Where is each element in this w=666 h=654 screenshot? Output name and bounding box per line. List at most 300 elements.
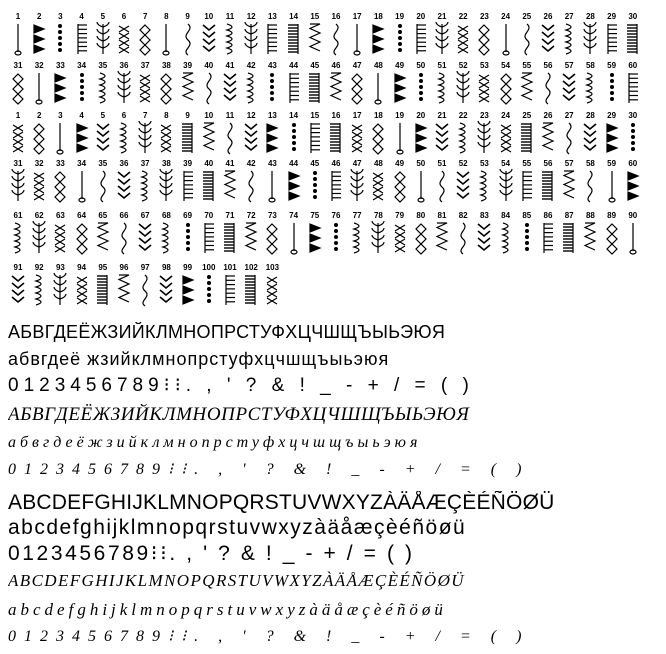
stitch-pattern-icon [71, 273, 93, 309]
stitch-pattern-icon [452, 71, 474, 107]
stitch-number: 25 [522, 111, 532, 120]
stitch-pattern-icon [261, 169, 283, 205]
stitch-number: 25 [522, 12, 532, 21]
stitch-number: 6 [121, 111, 127, 120]
stitch-pattern-icon [389, 169, 411, 205]
stitch-number: 41 [225, 159, 235, 168]
stitch-pattern-icon [240, 169, 262, 205]
stitch-number: 55 [522, 159, 532, 168]
stitch-pattern-icon [389, 221, 411, 257]
stitch-number: 15 [310, 12, 320, 21]
stitch-pattern-icon [7, 71, 29, 107]
stitch-pattern-icon [71, 169, 93, 205]
stitch-number: 37 [140, 61, 150, 70]
stitch-number: 20 [416, 12, 426, 21]
stitch-pattern-icon [325, 121, 347, 157]
stitch-pattern-icon [155, 22, 177, 58]
stitch-pattern-icon [495, 121, 517, 157]
stitch-pattern-icon [579, 169, 601, 205]
stitch-pattern-icon [516, 22, 538, 58]
stitch-number: 88 [585, 211, 595, 220]
stitch-pattern-icon [155, 273, 177, 309]
latin-sans-uppercase-alphabet: ABCDEFGHIJKLMNOPQRSTUVWXYZÀÄÅÆÇÈÉÑÖØÜ [8, 491, 555, 514]
stitch-pattern-icon [622, 71, 644, 107]
stitch-pattern-icon [579, 22, 601, 58]
stitch-number: 44 [289, 159, 299, 168]
stitch-pattern-icon [92, 121, 114, 157]
stitch-number: 7 [142, 12, 148, 21]
cyrillic-sans-uppercase-alphabet: АБВГДЕЁЖЗИЙКЛМНОПРСТУФХЦЧШЩЪЫЬЭЮЯ [8, 322, 446, 342]
stitch-pattern-icon [601, 221, 623, 257]
stitch-pattern-icon [495, 221, 517, 257]
stitch-number: 4 [79, 12, 84, 21]
stitch-pattern-icon [283, 71, 305, 107]
stitch-number: 15 [310, 111, 320, 120]
stitch-pattern-icon [495, 169, 517, 205]
stitch-pattern-icon [49, 71, 71, 107]
stitch-number: 102 [244, 263, 258, 272]
stitch-number: 14 [289, 12, 299, 21]
stitch-number: 6 [121, 12, 127, 21]
stitch-number: 23 [479, 12, 489, 21]
stitch-pattern-icon [28, 169, 50, 205]
stitch-number: 71 [225, 211, 235, 220]
stitch-pattern-icon [452, 221, 474, 257]
stitch-pattern-icon [49, 169, 71, 205]
stitch-number: 30 [628, 111, 638, 120]
stitch-number: 77 [352, 211, 362, 220]
stitch-number: 92 [34, 263, 44, 272]
stitch-number: 68 [161, 211, 171, 220]
stitch-pattern-icon [219, 121, 241, 157]
latin-script-lowercase-alphabet: abcdefghijklmnopqrstuvwxyzàäåæçèéñöøü [8, 600, 447, 619]
stitch-pattern-icon [155, 121, 177, 157]
stitch-pattern-icon [113, 22, 135, 58]
stitch-pattern-icon [558, 169, 580, 205]
stitch-number: 27 [564, 12, 574, 21]
stitch-number: 36 [119, 159, 129, 168]
stitch-number: 79 [395, 211, 405, 220]
stitch-number: 24 [501, 12, 511, 21]
stitch-number: 2 [36, 12, 42, 21]
stitch-pattern-icon [28, 273, 50, 309]
stitch-number: 47 [352, 159, 362, 168]
stitch-pattern-icon [367, 22, 389, 58]
stitch-number: 57 [564, 159, 574, 168]
stitch-number: 45 [310, 159, 320, 168]
stitch-number: 17 [352, 111, 362, 120]
stitch-pattern-icon [261, 121, 283, 157]
stitch-pattern-icon [325, 71, 347, 107]
stitch-number: 51 [437, 61, 447, 70]
stitch-pattern-icon [198, 22, 220, 58]
stitch-number: 87 [564, 211, 574, 220]
stitch-number: 16 [331, 12, 341, 21]
stitch-pattern-icon [325, 169, 347, 205]
stitch-number: 54 [501, 159, 511, 168]
stitch-number: 46 [331, 159, 341, 168]
stitch-number: 54 [501, 61, 511, 70]
stitch-number: 31 [13, 159, 23, 168]
stitch-number: 29 [607, 111, 617, 120]
stitch-number: 81 [437, 211, 447, 220]
stitch-number: 29 [607, 12, 617, 21]
stitch-number: 19 [395, 12, 405, 21]
stitch-number: 76 [331, 211, 341, 220]
stitch-pattern-icon [516, 71, 538, 107]
stitch-pattern-icon [7, 22, 29, 58]
stitch-number: 60 [628, 159, 638, 168]
stitch-pattern-icon [177, 121, 199, 157]
stitch-pattern-icon [283, 121, 305, 157]
stitch-number: 35 [98, 159, 108, 168]
stitch-pattern-icon [240, 273, 262, 309]
stitch-number: 23 [479, 111, 489, 120]
stitch-pattern-icon [113, 71, 135, 107]
stitch-pattern-icon [177, 22, 199, 58]
stitch-pattern-icon [198, 221, 220, 257]
stitch-pattern-icon [92, 169, 114, 205]
stitch-pattern-icon [134, 169, 156, 205]
stitch-pattern-icon [155, 169, 177, 205]
stitch-number: 18 [373, 12, 383, 21]
stitch-number: 94 [77, 263, 87, 272]
stitch-number: 63 [55, 211, 65, 220]
stitch-number: 38 [161, 159, 171, 168]
stitch-pattern-icon [198, 121, 220, 157]
stitch-pattern-icon [431, 121, 453, 157]
stitch-number: 65 [98, 211, 108, 220]
stitch-number: 12 [246, 111, 256, 120]
stitch-pattern-icon [473, 22, 495, 58]
stitch-number: 44 [289, 61, 299, 70]
stitch-number: 58 [585, 61, 595, 70]
stitch-pattern-icon [134, 121, 156, 157]
stitch-number: 46 [331, 61, 341, 70]
stitch-pattern-icon [177, 169, 199, 205]
stitch-pattern-icon [261, 22, 283, 58]
stitch-number: 26 [543, 111, 553, 120]
stitch-number: 13 [267, 12, 277, 21]
stitch-number: 1 [15, 111, 21, 120]
stitch-number: 67 [140, 211, 150, 220]
stitch-pattern-icon [473, 71, 495, 107]
stitch-pattern-icon [516, 221, 538, 257]
stitch-pattern-icon [71, 71, 93, 107]
stitch-pattern-icon [346, 221, 368, 257]
stitch-pattern-icon [622, 22, 644, 58]
stitch-pattern-icon [367, 71, 389, 107]
stitch-number: 19 [395, 111, 405, 120]
stitch-pattern-icon [516, 121, 538, 157]
stitch-number: 20 [416, 111, 426, 120]
stitch-number: 22 [458, 12, 468, 21]
latin-sans-lowercase-alphabet: abcdefghijklmnopqrstuvwxyzàäåæçèéñöøü [8, 516, 467, 539]
stitch-pattern-icon [410, 169, 432, 205]
cyrillic-script-uppercase-alphabet: АБВГДЕЁЖЗИЙКЛМНОПРСТУФХЦЧШЩЪЫЬЭЮЯ [8, 404, 470, 425]
stitch-pattern-icon [325, 221, 347, 257]
stitch-pattern-icon [410, 221, 432, 257]
stitch-pattern-icon [367, 221, 389, 257]
stitch-pattern-icon [452, 121, 474, 157]
stitch-pattern-icon [219, 169, 241, 205]
stitch-pattern-icon [325, 22, 347, 58]
stitch-pattern-icon [558, 121, 580, 157]
latin-script-digits-symbols: 0123456789⁝⁝. , ' ? & ! _ - + / = ( ) [8, 628, 530, 645]
stitch-number: 48 [373, 61, 383, 70]
latin-sans-digits-symbols: 0123456789⁝⁝. , ' ? & ! _ - + / = ( ) [8, 542, 415, 565]
stitch-pattern-icon [92, 221, 114, 257]
stitch-number: 61 [13, 211, 23, 220]
stitch-number: 85 [522, 211, 532, 220]
stitch-pattern-icon [219, 273, 241, 309]
stitch-number: 89 [607, 211, 617, 220]
stitch-number: 30 [628, 12, 638, 21]
stitch-number: 31 [13, 61, 23, 70]
stitch-number: 40 [204, 61, 214, 70]
stitch-number: 11 [225, 12, 235, 21]
stitch-number: 5 [100, 111, 106, 120]
stitch-pattern-icon [346, 22, 368, 58]
stitch-pattern-icon [7, 273, 29, 309]
stitch-pattern-icon [28, 71, 50, 107]
stitch-number: 60 [628, 61, 638, 70]
stitch-pattern-chart [0, 0, 666, 300]
stitch-pattern-icon [601, 121, 623, 157]
stitch-pattern-icon [283, 22, 305, 58]
stitch-pattern-icon [240, 71, 262, 107]
stitch-number: 4 [79, 111, 84, 120]
stitch-number: 22 [458, 111, 468, 120]
cyrillic-sans-lowercase-alphabet: абвгдеё жзийклмнопрстуфхцчшщъыьэюя [8, 349, 390, 369]
stitch-pattern-icon [240, 221, 262, 257]
stitch-number: 42 [246, 61, 256, 70]
stitch-pattern-icon [92, 22, 114, 58]
stitch-pattern-icon [346, 121, 368, 157]
stitch-number: 26 [543, 12, 553, 21]
stitch-pattern-icon [431, 221, 453, 257]
stitch-pattern-icon [177, 273, 199, 309]
latin-script-uppercase-alphabet: ABCDEFGHIJKLMNOPQRSTUVWXYZÀÄÅÆÇÈÉÑÖØÜ [8, 571, 465, 590]
stitch-number: 43 [267, 61, 277, 70]
stitch-pattern-icon [537, 121, 559, 157]
stitch-pattern-icon [516, 169, 538, 205]
stitch-number: 45 [310, 61, 320, 70]
stitch-pattern-icon [113, 121, 135, 157]
stitch-pattern-icon [49, 273, 71, 309]
stitch-pattern-icon [367, 169, 389, 205]
stitch-number: 53 [479, 159, 489, 168]
stitch-number: 34 [77, 61, 87, 70]
stitch-number: 103 [265, 263, 280, 272]
stitch-pattern-icon [346, 71, 368, 107]
stitch-pattern-icon [219, 71, 241, 107]
stitch-number: 50 [416, 61, 426, 70]
stitch-pattern-icon [155, 221, 177, 257]
stitch-pattern-icon [558, 71, 580, 107]
stitch-pattern-icon [7, 221, 29, 257]
stitch-pattern-icon [601, 169, 623, 205]
stitch-number: 9 [185, 111, 190, 120]
stitch-number: 99 [183, 263, 193, 272]
stitch-pattern-icon [71, 221, 93, 257]
stitch-number: 38 [161, 61, 171, 70]
stitch-pattern-icon [49, 22, 71, 58]
stitch-number: 55 [522, 61, 532, 70]
stitch-number: 16 [331, 111, 341, 120]
stitch-pattern-icon [240, 121, 262, 157]
stitch-pattern-icon [389, 22, 411, 58]
stitch-pattern-icon [452, 22, 474, 58]
stitch-number: 56 [543, 159, 553, 168]
stitch-number: 59 [607, 61, 617, 70]
stitch-pattern-icon [537, 22, 559, 58]
stitch-pattern-icon [7, 121, 29, 157]
stitch-pattern-icon [367, 121, 389, 157]
stitch-number: 47 [352, 61, 362, 70]
stitch-pattern-icon [92, 273, 114, 309]
stitch-number: 78 [373, 211, 383, 220]
stitch-number: 14 [289, 111, 299, 120]
cyrillic-script-digits-symbols: 0123456789⁝⁝. , ' ? & ! _ - + / = ( ) [8, 461, 530, 478]
stitch-pattern-icon [177, 221, 199, 257]
stitch-number: 34 [77, 159, 87, 168]
stitch-pattern-icon [49, 121, 71, 157]
stitch-pattern-icon [389, 71, 411, 107]
stitch-number: 49 [395, 61, 405, 70]
stitch-number: 75 [310, 211, 320, 220]
stitch-number: 12 [246, 12, 256, 21]
stitch-pattern-icon [304, 71, 326, 107]
stitch-pattern-icon [261, 221, 283, 257]
stitch-number: 93 [55, 263, 65, 272]
stitch-pattern-icon [622, 169, 644, 205]
stitch-pattern-icon [473, 121, 495, 157]
stitch-number: 3 [58, 12, 63, 21]
stitch-number: 3 [58, 111, 63, 120]
stitch-number: 53 [479, 61, 489, 70]
stitch-number: 32 [34, 61, 44, 70]
stitch-number: 11 [225, 111, 235, 120]
stitch-number: 50 [416, 159, 426, 168]
stitch-number: 64 [77, 211, 87, 220]
stitch-pattern-icon [389, 121, 411, 157]
stitch-pattern-icon [28, 121, 50, 157]
stitch-pattern-icon [537, 71, 559, 107]
cyrillic-script-lowercase-alphabet: абвгдеёжзийклмнопрстуфхцчшщъыьэюя [8, 434, 422, 451]
stitch-pattern-icon [579, 71, 601, 107]
stitch-pattern-icon [219, 22, 241, 58]
stitch-number: 28 [585, 111, 595, 120]
stitch-pattern-icon [537, 169, 559, 205]
stitch-number: 9 [185, 12, 190, 21]
stitch-number: 52 [458, 61, 468, 70]
stitch-number: 24 [501, 111, 511, 120]
stitch-pattern-icon [579, 121, 601, 157]
stitch-number: 17 [352, 12, 362, 21]
stitch-number: 100 [202, 263, 216, 272]
stitch-pattern-icon [113, 169, 135, 205]
stitch-pattern-icon [601, 22, 623, 58]
stitch-pattern-icon [198, 71, 220, 107]
stitch-number: 80 [416, 211, 426, 220]
stitch-number: 7 [142, 111, 148, 120]
stitch-number: 32 [34, 159, 44, 168]
stitch-number: 95 [98, 263, 108, 272]
stitch-pattern-icon [177, 71, 199, 107]
stitch-number: 90 [628, 211, 638, 220]
stitch-pattern-icon [558, 221, 580, 257]
stitch-number: 84 [501, 211, 511, 220]
stitch-pattern-icon [622, 221, 644, 257]
stitch-number: 98 [161, 263, 171, 272]
stitch-number: 70 [204, 211, 214, 220]
stitch-pattern-icon [452, 169, 474, 205]
stitch-pattern-icon [431, 169, 453, 205]
stitch-number: 86 [543, 211, 553, 220]
stitch-pattern-icon [410, 121, 432, 157]
stitch-pattern-icon [283, 221, 305, 257]
stitch-pattern-icon [410, 71, 432, 107]
stitch-number: 62 [34, 211, 44, 220]
stitch-pattern-icon [304, 121, 326, 157]
stitch-number: 59 [607, 159, 617, 168]
stitch-number: 13 [267, 111, 277, 120]
stitch-number: 39 [183, 159, 193, 168]
stitch-pattern-icon [622, 121, 644, 157]
stitch-pattern-icon [537, 221, 559, 257]
stitch-pattern-icon [240, 22, 262, 58]
stitch-number: 97 [140, 263, 150, 272]
stitch-number: 91 [13, 263, 23, 272]
stitch-pattern-icon [92, 71, 114, 107]
stitch-number: 21 [437, 12, 447, 21]
stitch-number: 8 [164, 12, 169, 21]
stitch-number: 5 [100, 12, 106, 21]
stitch-pattern-icon [7, 169, 29, 205]
stitch-number: 1 [15, 12, 21, 21]
stitch-number: 33 [55, 61, 65, 70]
stitch-number: 10 [204, 111, 214, 120]
stitch-pattern-icon [134, 22, 156, 58]
stitch-pattern-icon [198, 273, 220, 309]
stitch-pattern-icon [113, 221, 135, 257]
stitch-number: 36 [119, 61, 129, 70]
stitch-pattern-icon [473, 169, 495, 205]
stitch-pattern-icon [28, 221, 50, 257]
stitch-number: 43 [267, 159, 277, 168]
stitch-number: 42 [246, 159, 256, 168]
stitch-number: 69 [183, 211, 193, 220]
stitch-pattern-icon [71, 22, 93, 58]
stitch-pattern-icon [261, 71, 283, 107]
stitch-pattern-icon [28, 22, 50, 58]
stitch-pattern-icon [558, 22, 580, 58]
stitch-pattern-icon [304, 22, 326, 58]
stitch-number: 49 [395, 159, 405, 168]
stitch-number: 51 [437, 159, 447, 168]
stitch-pattern-icon [431, 22, 453, 58]
stitch-number: 96 [119, 263, 129, 272]
stitch-number: 39 [183, 61, 193, 70]
stitch-number: 82 [458, 211, 468, 220]
stitch-pattern-icon [346, 169, 368, 205]
stitch-number: 40 [204, 159, 214, 168]
stitch-pattern-icon [113, 273, 135, 309]
stitch-pattern-icon [49, 221, 71, 257]
cyrillic-sans-digits-symbols: 0123456789⁝⁝. , ' ? & ! _ - + / = ( ) [8, 375, 474, 396]
stitch-number: 37 [140, 159, 150, 168]
